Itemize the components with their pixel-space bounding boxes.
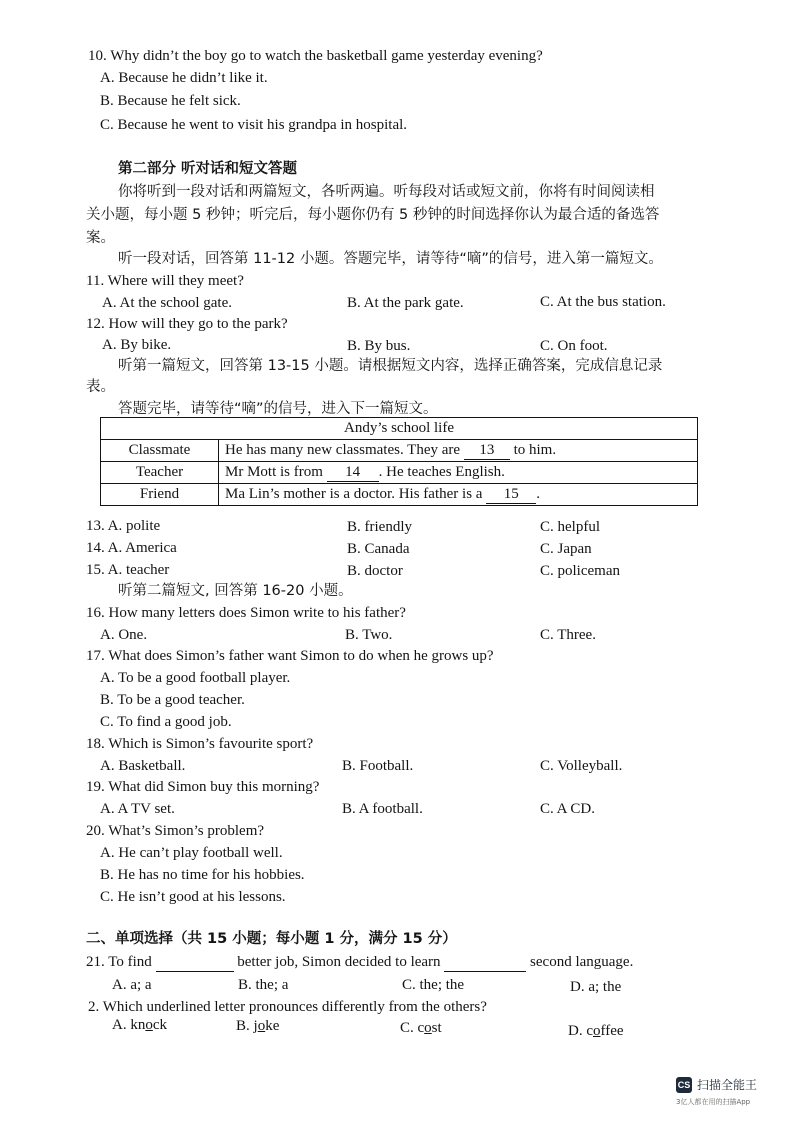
q17-option-a: A. To be a good football player. xyxy=(100,670,291,686)
q19-option-b: B. A football. xyxy=(342,801,423,817)
table-text: Ma Lin’s mother is a doctor. His father is a xyxy=(225,485,483,502)
watermark-name: 扫描全能王 xyxy=(697,1078,758,1092)
part2-title: 第二部分 听对话和短文答题 xyxy=(118,161,298,177)
q20-option-a: A. He can’t play football well. xyxy=(100,845,283,861)
q15-option-c: C. policeman xyxy=(540,563,620,579)
q20-stem: 20. What’s Simon’s problem? xyxy=(86,823,265,839)
table-label-friend: Friend xyxy=(101,484,219,506)
q21-option-d: D. a; the xyxy=(570,979,622,995)
q17-option-c: C. To find a good job. xyxy=(100,714,232,730)
table-row xyxy=(101,440,698,462)
q13-option-c: C. helpful xyxy=(540,519,600,535)
passage1-instruction-line2: 表。 xyxy=(86,379,115,395)
q20-option-c: C. He isn’t good at his lessons. xyxy=(100,889,286,905)
q21-text: 21. To find xyxy=(86,954,152,970)
q21-stem xyxy=(86,953,633,972)
q12-stem: 12. How will they go to the park? xyxy=(86,316,288,332)
q11-option-c: C. At the bus station. xyxy=(540,294,666,310)
option-text: A. kn xyxy=(112,1017,146,1033)
q19-stem: 19. What did Simon buy this morning? xyxy=(86,779,320,795)
section2-title: 二、单项选择（共 15 小题；每小题 1 分，满分 15 分） xyxy=(86,931,457,947)
q16-option-c: C. Three. xyxy=(540,627,596,643)
q12-option-c: C. On foot. xyxy=(540,338,608,354)
table-label-classmate: Classmate xyxy=(101,440,219,462)
q21-text: better job, Simon decided to learn xyxy=(237,954,441,970)
underlined-letter: o xyxy=(145,1017,153,1033)
q17-stem: 17. What does Simon’s father want Simon to do when he grows up? xyxy=(86,648,494,664)
answer-blank-14: 14 xyxy=(327,464,379,482)
q12-option-a: A. By bike. xyxy=(102,337,172,353)
q15-option-a: 15. A. teacher xyxy=(86,562,170,578)
q13-option-a: 13. A. polite xyxy=(86,518,161,534)
answer-blank xyxy=(156,953,234,972)
q21-text: second language. xyxy=(530,954,634,970)
q10-option-a: A. Because he didn’t like it. xyxy=(100,70,268,86)
table-row xyxy=(101,484,698,506)
passage2-instruction: 听第二篇短文, 回答第 16-20 小题。 xyxy=(118,583,353,599)
underlined-letter: o xyxy=(257,1018,266,1034)
q10-stem: 10. Why didn’t the boy go to watch the basketball game yesterday evening? xyxy=(88,48,543,64)
q14-option-a: 14. A. America xyxy=(86,540,177,556)
answer-blank-13: 13 xyxy=(464,442,510,460)
q19-option-a: A. A TV set. xyxy=(100,801,175,817)
q12-option-b: B. By bus. xyxy=(347,338,411,354)
option-text: B. j xyxy=(236,1018,258,1034)
q16-option-a: A. One. xyxy=(100,627,148,643)
watermark-tagline: 3亿人都在用的扫描App xyxy=(676,1098,751,1106)
table-text: . He teaches English. xyxy=(378,463,505,480)
part2-intro-line3: 案。 xyxy=(86,230,115,246)
q16-stem: 16. How many letters does Simon write to his father? xyxy=(86,605,406,621)
q19-option-c: C. A CD. xyxy=(540,801,596,817)
option-text: ke xyxy=(265,1018,280,1034)
table-text: He has many new classmates. They are xyxy=(225,441,461,458)
q17-option-b: B. To be a good teacher. xyxy=(100,692,245,708)
passage1-instruction-line1: 听第一篇短文，回答第 13-15 小题。请根据短文内容，选择正确答案，完成信息记录 xyxy=(118,358,663,374)
underlined-letter: o xyxy=(593,1023,601,1039)
table-title: Andy’s school life xyxy=(101,418,698,440)
table-cell-teacher xyxy=(219,462,698,484)
q22-option-c xyxy=(400,1019,442,1037)
answer-blank xyxy=(444,953,526,972)
q20-option-b: B. He has no time for his hobbies. xyxy=(100,867,305,883)
q10-option-c: C. Because he went to visit his grandpa in hospital. xyxy=(100,117,408,133)
underlined-letter: o xyxy=(424,1020,432,1036)
q10-option-b: B. Because he felt sick. xyxy=(100,93,241,109)
q21-option-a: A. a; a xyxy=(112,977,152,993)
q18-option-b: B. Football. xyxy=(342,758,414,774)
table-text: . xyxy=(536,485,540,502)
q11-option-b: B. At the park gate. xyxy=(347,295,464,311)
option-text: st xyxy=(431,1020,442,1036)
passage1-instruction-line3: 答题完毕，请等待“嘀”的信号，进入下一篇短文。 xyxy=(118,401,438,417)
q22-stem: 2. Which underlined letter pronounces differently from the others? xyxy=(88,999,487,1015)
q18-option-a: A. Basketball. xyxy=(100,758,186,774)
option-text: D. c xyxy=(568,1023,593,1039)
info-record-table xyxy=(100,417,698,506)
q16-option-b: B. Two. xyxy=(345,627,393,643)
camscanner-logo-icon: CS xyxy=(676,1077,692,1093)
part2-intro-line1: 你将听到一段对话和两篇短文，各听两遍。听每段对话或短文前，你将有时间阅读相 xyxy=(118,184,655,200)
table-cell-friend xyxy=(219,484,698,506)
option-text: ffee xyxy=(600,1023,624,1039)
option-text: ck xyxy=(152,1017,168,1033)
part2-intro-line2: 关小题，每小题 5 秒钟；听完后，每小题你仍有 5 秒钟的时间选择你认为最合适的备选答 xyxy=(86,207,660,223)
q21-option-b: B. the; a xyxy=(238,977,289,993)
table-text: to him. xyxy=(513,441,557,458)
dialog-instruction: 听一段对话，回答第 11-12 小题。答题完毕，请等待“嘀”的信号，进入第一篇短文。 xyxy=(118,251,663,267)
q15-option-b: B. doctor xyxy=(347,563,403,579)
q22-option-a xyxy=(112,1016,167,1034)
q14-option-c: C. Japan xyxy=(540,541,592,557)
q13-option-b: B. friendly xyxy=(347,519,412,535)
q18-option-c: C. Volleyball. xyxy=(540,758,623,774)
q22-option-b xyxy=(236,1017,279,1035)
q11-option-a: A. At the school gate. xyxy=(102,295,232,311)
answer-blank-15: 15 xyxy=(486,486,536,504)
table-label-teacher: Teacher xyxy=(101,462,219,484)
q18-stem: 18. Which is Simon’s favourite sport? xyxy=(86,736,314,752)
table-row xyxy=(101,462,698,484)
q11-stem: 11. Where will they meet? xyxy=(86,273,244,289)
table-text: Mr Mott is from xyxy=(225,463,323,480)
q21-option-c: C. the; the xyxy=(402,977,465,993)
q14-option-b: B. Canada xyxy=(347,541,410,557)
q22-option-d xyxy=(568,1022,624,1040)
option-text: C. c xyxy=(400,1020,425,1036)
table-cell-classmate xyxy=(219,440,698,462)
